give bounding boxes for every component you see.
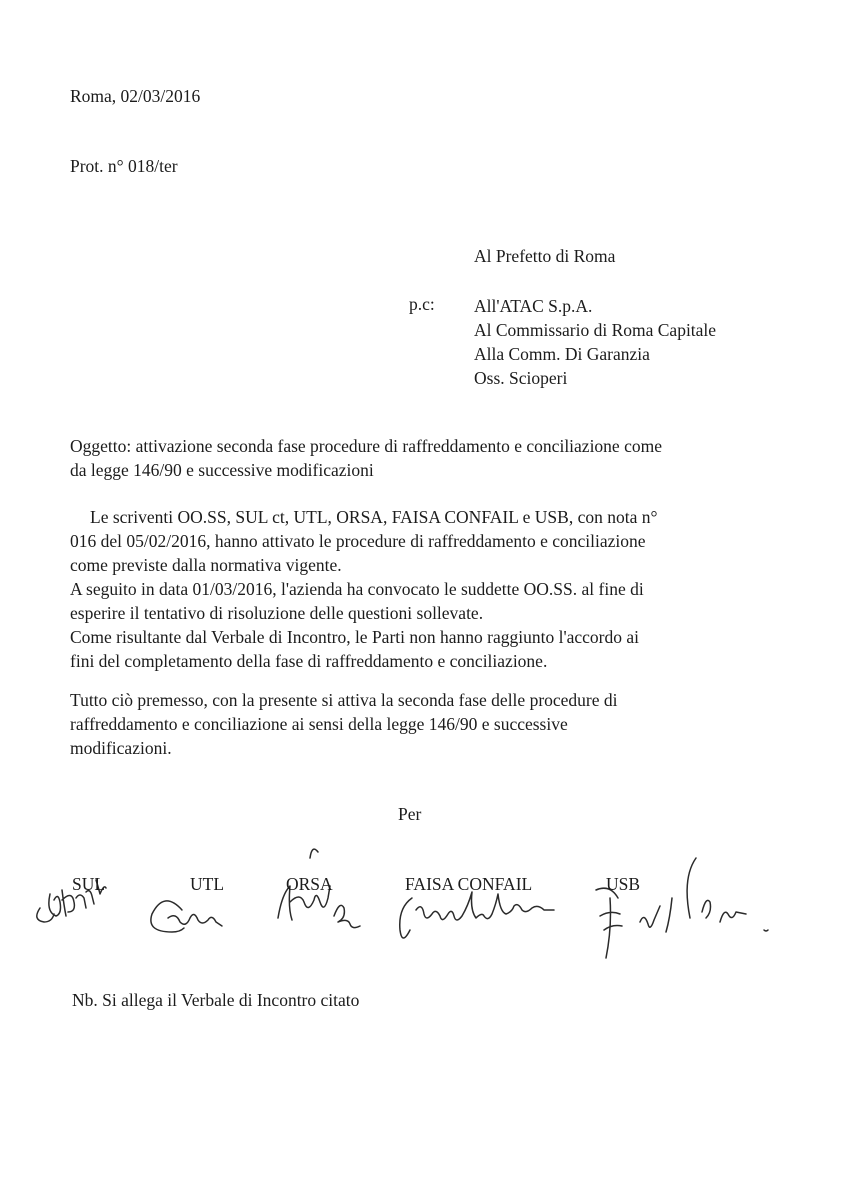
subject-text-line: da legge 146/90 e successive modificazioni xyxy=(70,460,374,480)
body-text-line: fini del completamento della fase di raffreddamento e conciliazione. xyxy=(70,651,548,671)
cc-label: p.c: xyxy=(409,294,435,314)
body-paragraph xyxy=(70,505,782,673)
subject-text-line: Oggetto: attivazione seconda fase procedure di raffreddamento e conciliazione come xyxy=(70,436,662,456)
signatory-utl: UTL xyxy=(190,874,225,894)
closing-paragraph xyxy=(70,688,618,760)
document-date: Roma, 02/03/2016 xyxy=(70,86,201,106)
signatory-faisa-confail: FAISA CONFAIL xyxy=(405,874,533,894)
main-recipient: Al Prefetto di Roma xyxy=(474,246,616,266)
cc-recipient: Al Commissario di Roma Capitale xyxy=(474,320,717,340)
cc-recipient: Alla Comm. Di Garanzia xyxy=(474,344,650,364)
subject-line xyxy=(70,434,760,482)
cc-recipient: All'ATAC S.p.A. xyxy=(474,296,593,316)
body-text-line: 016 del 05/02/2016, hanno attivato le procedure di raffreddamento e conciliazione xyxy=(70,531,646,551)
cc-recipient-list xyxy=(474,294,716,390)
body-text-line: esperire il tentativo di risoluzione delle questioni sollevate. xyxy=(70,603,484,623)
per-label: Per xyxy=(398,804,422,824)
closing-text-line: Tutto ciò premesso, con la presente si attiva la seconda fase delle procedure di xyxy=(70,690,618,710)
body-text-line: come previste dalla normativa vigente. xyxy=(70,555,342,575)
body-text-line: A seguito in data 01/03/2016, l'azienda ha convocato le suddette OO.SS. al fine di xyxy=(70,579,644,599)
handwritten-signatures xyxy=(0,838,843,998)
body-text-line: Le scriventi OO.SS, SUL ct, UTL, ORSA, FAISA CONFAIL e USB, con nota n° xyxy=(90,507,658,527)
signature-utl xyxy=(151,901,222,932)
signatory-orsa: ORSA xyxy=(286,874,333,894)
attachment-note: Nb. Si allega il Verbale di Incontro citato xyxy=(72,990,360,1010)
closing-text-line: raffreddamento e conciliazione ai sensi della legge 146/90 e successive xyxy=(70,714,568,734)
closing-text-line: modificazioni. xyxy=(70,738,172,758)
signature-faisa xyxy=(400,892,554,938)
signatory-usb: USB xyxy=(606,874,641,894)
body-text-line: Come risultante dal Verbale di Incontro, le Parti non hanno raggiunto l'accordo ai xyxy=(70,627,639,647)
signatory-sul: SUL xyxy=(72,874,106,894)
cc-recipient: Oss. Scioperi xyxy=(474,368,568,388)
protocol-number: Prot. n° 018/ter xyxy=(70,156,178,176)
signature-usb xyxy=(596,858,768,958)
